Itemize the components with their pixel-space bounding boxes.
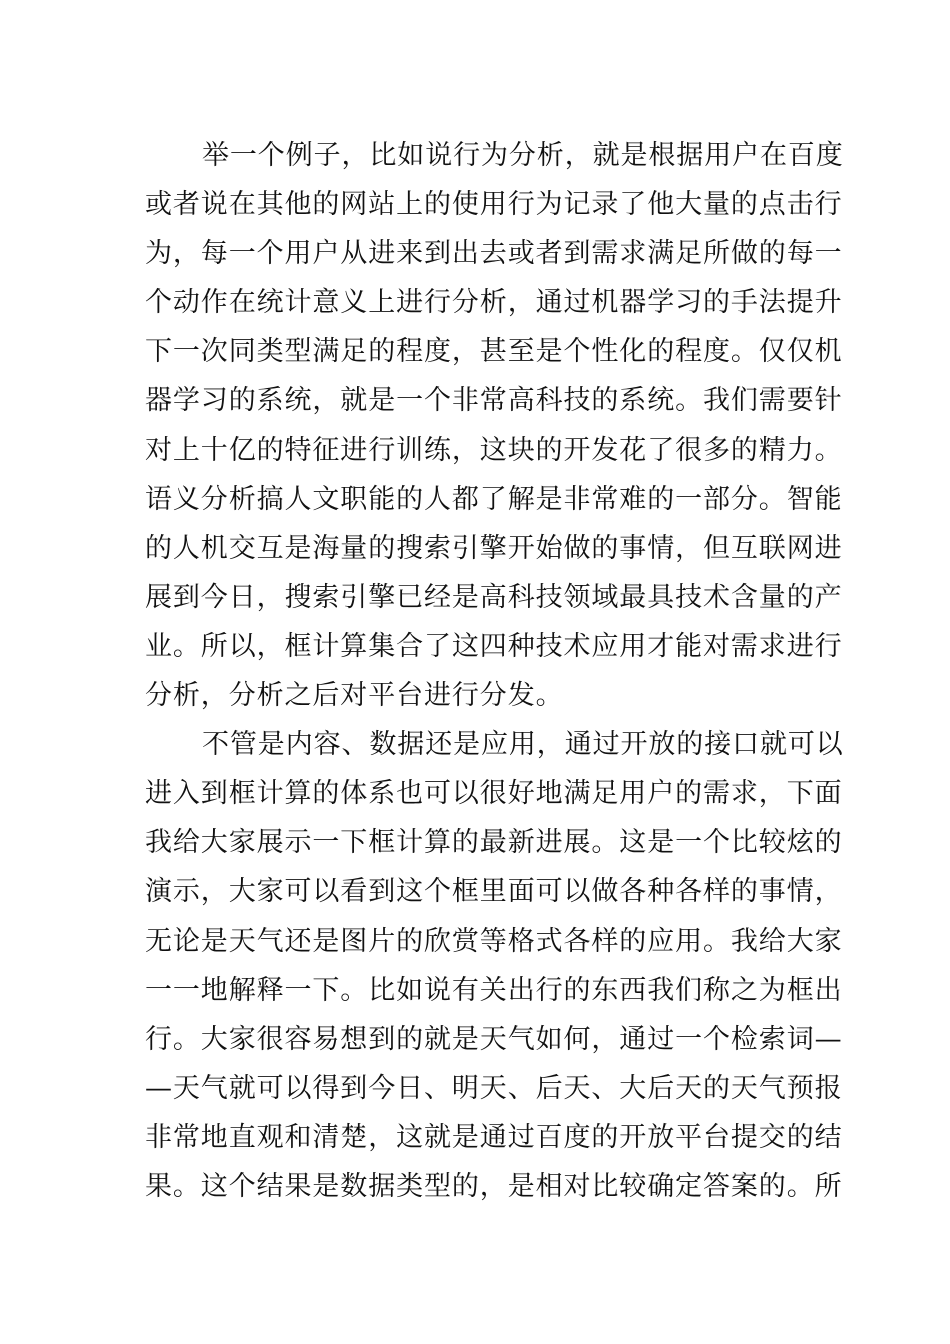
paragraph-2 xyxy=(145,720,844,1211)
text-line: 一一地解释一下。比如说有关出行的东西我们称之为框出 xyxy=(145,974,843,1006)
text-line: 果。这个结果是数据类型的，是相对比较确定答案的。所 xyxy=(145,1170,843,1202)
text-line: 下一次同类型满足的程度，甚至是个性化的程度。仅仅机 xyxy=(145,336,843,368)
text-line: 或者说在其他的网站上的使用行为记录了他大量的点击行 xyxy=(145,189,843,221)
text-line: 无论是天气还是图片的欣赏等格式各样的应用。我给大家 xyxy=(145,925,843,957)
text-line: 语义分析搞人文职能的人都了解是非常难的一部分。智能 xyxy=(145,483,843,515)
text-line: 对上十亿的特征进行训练，这块的开发花了很多的精力。 xyxy=(145,434,843,466)
text-line: 器学习的系统，就是一个非常高科技的系统。我们需要针 xyxy=(145,385,843,417)
paragraph-1 xyxy=(145,131,844,720)
text-line: 展到今日，搜索引擎已经是高科技领域最具技术含量的产 xyxy=(145,581,843,613)
text-line: 分析，分析之后对平台进行分发。 xyxy=(145,680,564,712)
text-line: 为，每一个用户从进来到出去或者到需求满足所做的每一 xyxy=(145,238,843,270)
text-line: —天气就可以得到今日、明天、后天、大后天的天气预报 xyxy=(145,1072,843,1104)
text-line: 举一个例子，比如说行为分析，就是根据用户在百度 xyxy=(202,140,844,171)
text-line: 演示，大家可以看到这个框里面可以做各种各样的事情， xyxy=(145,876,843,908)
document-body xyxy=(145,131,844,1211)
text-line: 我给大家展示一下框计算的最新进展。这是一个比较炫的 xyxy=(145,827,843,859)
text-line: 行。大家很容易想到的就是天气如何，通过一个检索词— xyxy=(145,1023,843,1055)
text-line: 个动作在统计意义上进行分析，通过机器学习的手法提升 xyxy=(145,287,843,319)
text-line: 非常地直观和清楚，这就是通过百度的开放平台提交的结 xyxy=(145,1121,843,1153)
text-line: 业。所以，框计算集合了这四种技术应用才能对需求进行 xyxy=(145,630,843,662)
text-line: 不管是内容、数据还是应用，通过开放的接口就可以 xyxy=(202,729,844,761)
text-line: 进入到框计算的体系也可以很好地满足用户的需求，下面 xyxy=(145,778,843,810)
text-line: 的人机交互是海量的搜索引擎开始做的事情，但互联网进 xyxy=(145,532,843,564)
